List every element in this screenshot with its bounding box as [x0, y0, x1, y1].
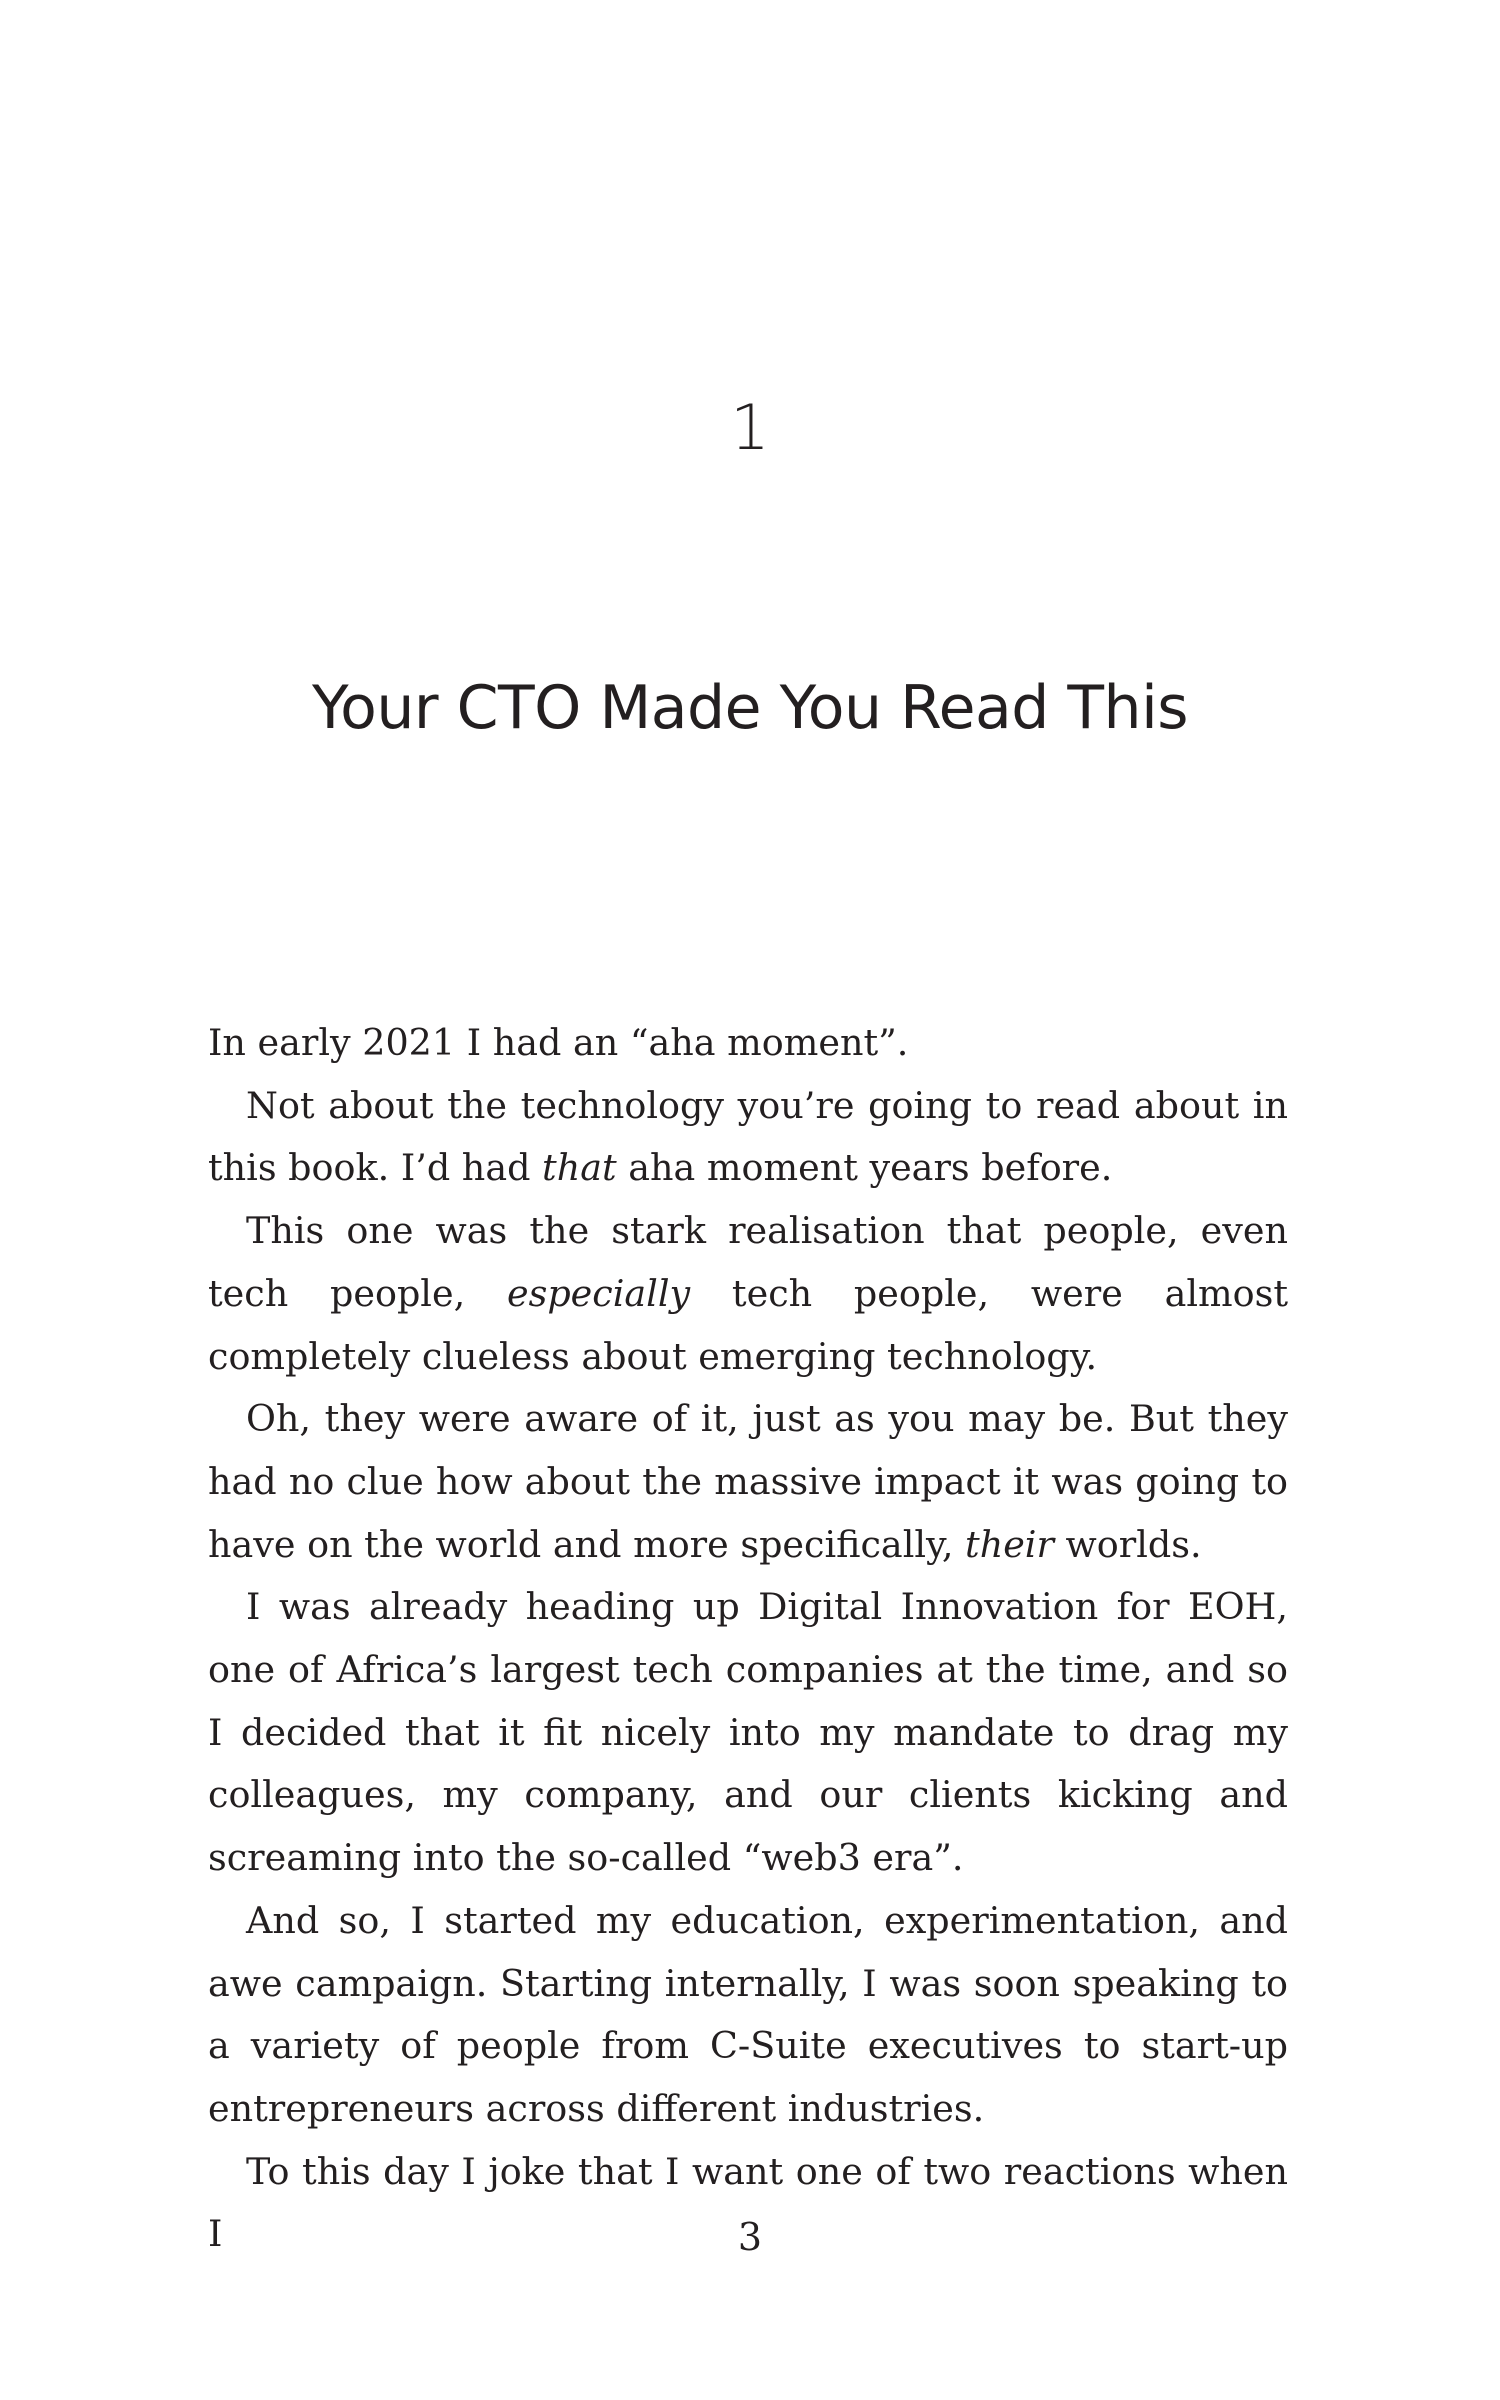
chapter-number: 1: [730, 391, 770, 464]
paragraph-2: [208, 1075, 1288, 1200]
paragraph-3-text-a: This one was the stark realisation that people, even tech people,: [208, 1209, 1288, 1315]
paragraph-4: [208, 1388, 1288, 1576]
page-number: 3: [737, 2215, 763, 2259]
paragraph-6: And so, I started my education, experimentation, and awe campaign. Starting internally, I was soon speaking to a variety of people from C-Suite executives to start-up entrepreneurs across different industries.: [208, 1898, 1288, 2130]
paragraph-3-emphasis: especially: [506, 1271, 691, 1315]
paragraph-3-text-b: tech people, were almost completely clueless about emerging technology.: [208, 1271, 1289, 1378]
paragraph-5: I was already heading up Digital Innovation for EOH, one of Africa’s largest tech companies at the time, and so I decided that it fit nicely into my mandate to drag my colleagues, my company, and our clients kicking and screaming into the so-called “web3 era”.: [208, 1585, 1288, 1880]
paragraph-2-text-b: aha moment years before.: [616, 1146, 1113, 1190]
chapter-title: Your CTO Made You Read This: [311, 673, 1189, 743]
paragraph-4-text-a: Oh, they were aware of it, just as you may be. But they had no clue how about the massive impact it was going to have on the world and more specifically,: [208, 1397, 1288, 1566]
paragraph-2-emphasis: that: [542, 1146, 617, 1190]
paragraph-2-text-a: Not about the technology you’re going to read about in this book. I’d had: [208, 1083, 1288, 1190]
paragraph-4-text-b: worlds.: [1053, 1522, 1202, 1566]
paragraph-7: To this day I joke that I want one of two reactions when I: [208, 2149, 1288, 2256]
paragraph-3: [208, 1200, 1288, 1388]
chapter-body: [208, 1012, 1288, 2266]
paragraph-4-emphasis: their: [965, 1522, 1054, 1566]
paragraph-1: In early 2021 I had an “aha moment”.: [208, 1021, 909, 1064]
